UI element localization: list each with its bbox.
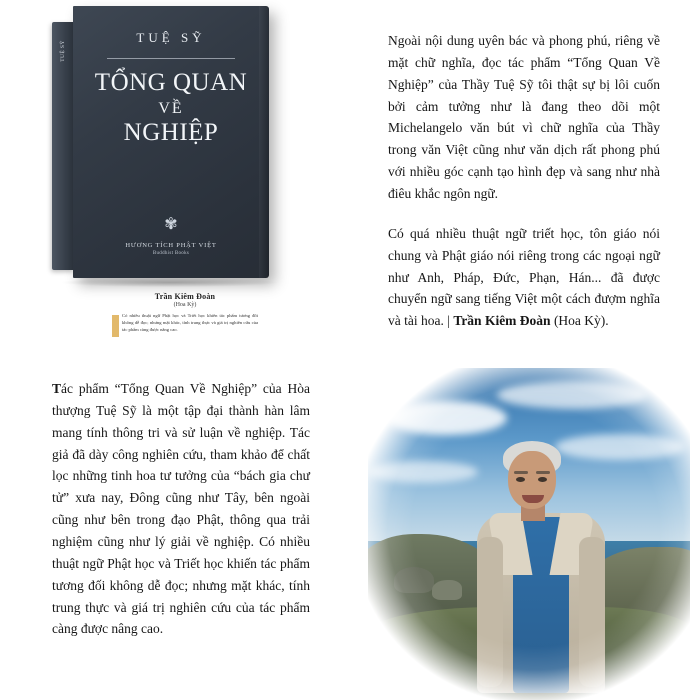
book-spine	[52, 22, 74, 270]
book-cover-image	[52, 6, 302, 286]
book-front-cover	[73, 6, 269, 278]
photo-eyebrow-left	[514, 471, 528, 474]
book-cover-title	[73, 68, 269, 149]
book-spine-text: TUỆ SỸ	[60, 40, 66, 62]
blurb-card	[112, 292, 258, 334]
photo-portrait-figure	[477, 441, 605, 700]
book-shadow	[62, 278, 277, 287]
right-signature-name: Trần Kiêm Đoàn	[453, 313, 551, 329]
book-publisher-sub: Buddhist Books	[152, 251, 190, 256]
blurb-author-name: Trần Kiêm Đoàn	[154, 292, 216, 301]
book-publisher	[73, 242, 269, 256]
book-cover-title-line1: TỔNG QUAN	[94, 69, 248, 96]
photo-arm-right	[579, 537, 605, 687]
book-cover-title-line3: NGHIỆP	[123, 119, 219, 147]
right-body-paragraph-1: Ngoài nội dung uyên bác và phong phú, riêng về mặt chữ nghĩa, đọc tác phẩm “Tổng Quan Về Nghiệp” của Thầy Tuệ Sỹ tôi thật sự bị lôi cuốn bởi cảm tưởng như là đang theo dõi một Michelangelo văn bút vì chữ nghĩa của Thầy trong văn Việt cũng như văn dịch rất phong phú với nhiều góc cạnh tạo hình đẹp và sang như nhà điêu khắc ngôn ngữ.	[388, 33, 660, 202]
book-cover-author: TUỆ SỸ	[136, 30, 206, 45]
right-signature-location: (Hoa Kỳ).	[553, 313, 609, 329]
blurb-author-location: (Hoa Kỳ)	[173, 302, 197, 308]
lotus-emblem-icon: ✾	[164, 216, 178, 233]
photo-rock	[432, 580, 462, 600]
author-photo-canvas	[368, 368, 690, 700]
photo-arm-left	[477, 537, 503, 687]
blurb-text: Có nhiều thuật ngữ Phật học và Triết học khiến tác phẩm tương đối không dễ đọc; nhưng mặt khác, tính trung thực và giá trị nghiên cứu của tác phẩm càng được nâng cao.	[112, 313, 258, 334]
photo-cloud	[368, 461, 478, 483]
right-paragraph-2-text: Có quá nhiều thuật ngữ triết học, tôn giáo nói chung và Phật giáo nói riêng trong các ngoại ngữ như Anh, Pháp, Đức, Phạn, Hán... đã được chuyển ngữ sang tiếng Việt một cách đượm nghĩa và tài hoa. |	[388, 225, 660, 329]
left-body-paragraph	[52, 378, 310, 640]
book-cover-title-line2: VỀ	[158, 99, 184, 117]
book-publisher-name: HƯƠNG TÍCH PHẬT VIỆT	[125, 242, 217, 249]
book-cover-rule	[107, 58, 235, 59]
left-paragraph-lead-letter: T	[52, 381, 62, 396]
photo-rock	[394, 567, 434, 593]
author-photo	[350, 368, 700, 700]
photo-eyebrow-right	[536, 471, 550, 474]
right-body-paragraph-2	[388, 223, 660, 332]
right-column	[388, 30, 660, 350]
left-paragraph-text: ác phẩm “Tổng Quan Về Nghiệp” của Hòa thượng Tuệ Sỹ là một tập đại thành hàn lâm mang tính thông tri và sử luận về nghiệp. Tác giả đã dày công nghiên cứu, tham khảo để chất lọc những tinh hoa tư tưởng của “bách gia chư tử” xưa nay, Đông cũng như Tây, bên ngoài cũng như bên trong đạo Phật, thông qua trải nghiệm cũng như lý giải về nghiệp. Có nhiều thuật ngữ Phật học và Triết học khiến tác phẩm tương đối không dễ đọc; nhưng mặt khác, tính trung thực và giá trị nghiên cứu của tác phẩm càng được nâng cao.	[52, 381, 310, 637]
